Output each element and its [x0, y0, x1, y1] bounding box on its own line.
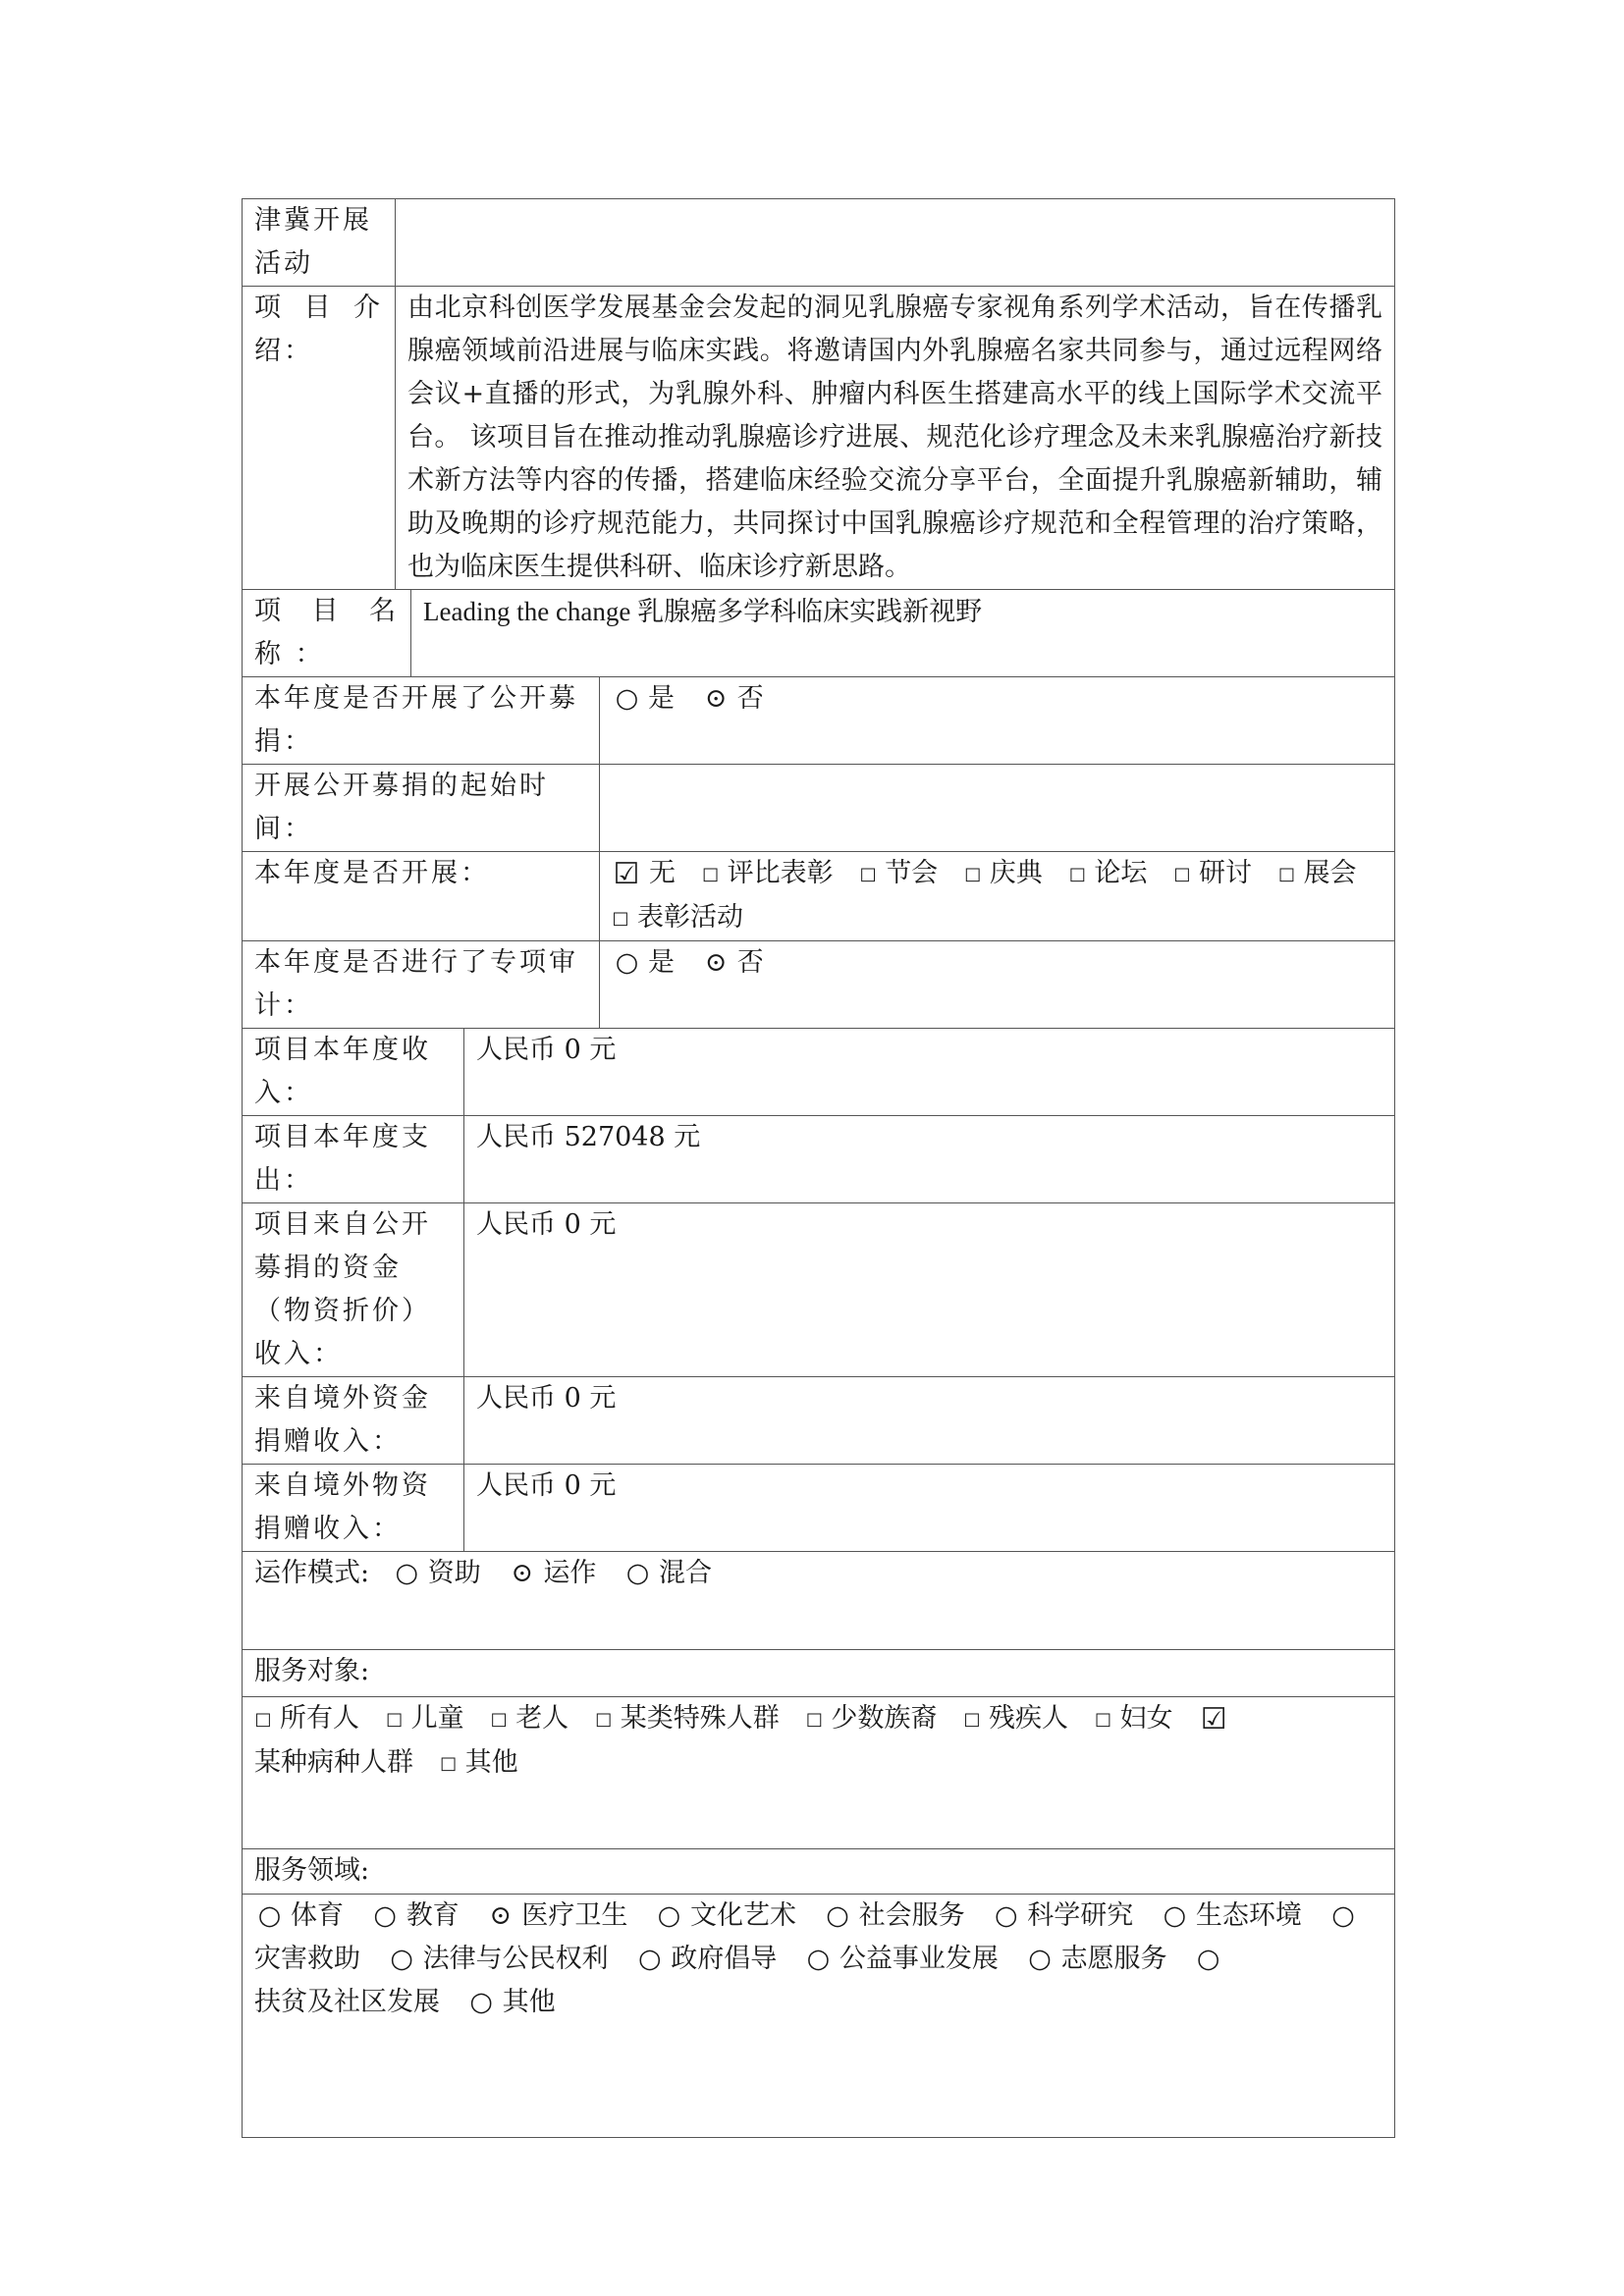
radio-icon[interactable]: ○: [806, 1944, 831, 1974]
checkbox-icon[interactable]: □: [1068, 864, 1086, 884]
row-service-targets: [243, 1697, 1395, 1849]
radio-icon[interactable]: ○: [469, 1987, 493, 2017]
option-label: 政府倡导: [671, 1944, 778, 1974]
option-label: 展会: [1303, 858, 1357, 888]
name-value: Leading the change 乳腺癌多学科临床实践新视野: [411, 590, 1395, 677]
option-label: 某类特殊人群: [620, 1703, 780, 1734]
name-label: 项 目 名 称 ：: [243, 590, 411, 677]
checkbox-icon[interactable]: □: [440, 1753, 458, 1774]
option-label: 社会服务: [858, 1900, 965, 1931]
checkbox-icon[interactable]: □: [964, 864, 982, 884]
row-audit: [243, 941, 1395, 1029]
option-label: 妇女: [1119, 1703, 1173, 1734]
row-name: [243, 590, 1395, 677]
audit-options: [600, 941, 1395, 1029]
option-label: 评比表彰: [727, 858, 834, 888]
activities-options: [600, 852, 1395, 941]
service-fields-options: [243, 1895, 1395, 2138]
radio-icon[interactable]: ○: [373, 1900, 397, 1931]
row-income: [243, 1029, 1395, 1116]
option-label: 灾害救助: [254, 1944, 360, 1974]
option-label: 所有人: [280, 1703, 359, 1734]
foreign-goods-label: 来自境外物资捐赠收入：: [243, 1465, 464, 1552]
radio-icon[interactable]: ○: [390, 1944, 413, 1974]
checkbox-icon[interactable]: □: [805, 1709, 823, 1730]
row-fundraising-start: [243, 765, 1395, 852]
radio-icon[interactable]: ○: [994, 1900, 1018, 1931]
fundraising-start-value: [600, 765, 1395, 852]
income-value: 人民币 0 元: [464, 1029, 1395, 1116]
audit-yes-radio-icon[interactable]: ○: [615, 947, 639, 978]
option-label: 志愿服务: [1060, 1944, 1167, 1974]
option-label: 其他: [464, 1747, 518, 1778]
option-label: 老人: [515, 1703, 569, 1734]
option-label: 庆典: [989, 858, 1043, 888]
option-label: 其他: [502, 1987, 556, 2017]
fundraising-label: 本年度是否开展了公开募捐：: [243, 677, 600, 765]
activity-value: [396, 199, 1395, 287]
fundraising-no-label: 否: [736, 683, 764, 714]
checkbox-icon[interactable]: □: [1278, 864, 1296, 884]
audit-label: 本年度是否进行了专项审计：: [243, 941, 600, 1029]
fundraising-no-radio-icon[interactable]: ⊙: [704, 683, 728, 714]
row-foreign-goods: [243, 1465, 1395, 1552]
project-info-table: [242, 198, 1395, 2138]
checkbox-icon[interactable]: □: [702, 864, 720, 884]
foreign-funds-value: 人民币 0 元: [464, 1377, 1395, 1465]
option-label: 研讨: [1198, 858, 1252, 888]
checkbox-icon[interactable]: □: [595, 1709, 613, 1730]
option-label: 儿童: [410, 1703, 464, 1734]
radio-icon[interactable]: ○: [657, 1900, 681, 1931]
radio-icon[interactable]: ○: [1163, 1900, 1187, 1931]
radio-icon[interactable]: ○: [1196, 1944, 1220, 1974]
public-funds-label: 项目来自公开募捐的资金（物资折价）收入：: [243, 1203, 464, 1377]
row-activity: [243, 199, 1395, 287]
row-service-fields: [243, 1895, 1395, 2138]
option-label: 医疗卫生: [521, 1900, 628, 1931]
checkbox-icon[interactable]: □: [859, 864, 877, 884]
radio-icon[interactable]: ○: [395, 1558, 418, 1588]
option-label: 文化艺术: [689, 1900, 796, 1931]
option-label: 表彰活动: [637, 902, 743, 933]
row-service-targets-header: [243, 1650, 1395, 1697]
checked-box-icon[interactable]: ☑: [613, 857, 640, 891]
radio-icon[interactable]: ○: [637, 1944, 662, 1974]
row-intro: [243, 287, 1395, 590]
intro-text: 由北京科创医学发展基金会发起的洞见乳腺癌专家视角系列学术活动，旨在传播乳腺癌领域前沿进展与临床实践。将邀请国内外乳腺癌名家共同参与，通过远程网络会议+直播的形式，为乳腺外科、肿瘤内科医生搭建高水平的线上国际学术交流平台。 该项目旨在推动推动乳腺癌诊疗进展、规范化诊疗理念及未来乳腺癌治疗新技术新方法等内容的传播，搭建临床经验交流分享平台，全面提升乳腺癌新辅助，辅助及晚期的诊疗规范能力，共同探讨中国乳腺癌诊疗规范和全程管理的治疗策略，也为临床医生提供科研、临床诊疗新思路。: [396, 287, 1395, 590]
option-label: 节会: [885, 858, 939, 888]
option-label: 资助: [427, 1558, 481, 1588]
service-targets-options: [243, 1697, 1395, 1849]
fundraising-start-label: 开展公开募捐的起始时间：: [243, 765, 600, 852]
checkbox-icon[interactable]: □: [254, 1709, 272, 1730]
option-label: 法律与公民权利: [422, 1944, 609, 1974]
row-fundraising: [243, 677, 1395, 765]
expense-value: 人民币 527048 元: [464, 1116, 1395, 1203]
service-targets-label: 服务对象:: [243, 1650, 1395, 1697]
row-service-fields-header: [243, 1849, 1395, 1895]
activity-label: 津冀开展活动: [243, 199, 396, 287]
option-label: 残疾人: [988, 1703, 1068, 1734]
checkbox-icon[interactable]: □: [1173, 864, 1191, 884]
checkbox-icon[interactable]: □: [490, 1709, 508, 1730]
option-label: 论坛: [1094, 858, 1148, 888]
option-label: 混合: [659, 1558, 713, 1588]
public-funds-value: 人民币 0 元: [464, 1203, 1395, 1377]
option-label: 运作: [543, 1558, 597, 1588]
option-label: 某种病种人群: [254, 1747, 413, 1778]
audit-no-label: 否: [736, 947, 764, 978]
option-label: 科学研究: [1027, 1900, 1134, 1931]
income-label: 项目本年度收入：: [243, 1029, 464, 1116]
option-label: 扶贫及社区发展: [254, 1987, 440, 2017]
audit-no-radio-icon[interactable]: ⊙: [704, 947, 728, 978]
checkbox-icon[interactable]: □: [386, 1709, 404, 1730]
radio-icon[interactable]: ○: [1028, 1944, 1052, 1974]
row-expense: [243, 1116, 1395, 1203]
audit-yes-label: 是: [648, 947, 676, 978]
foreign-goods-value: 人民币 0 元: [464, 1465, 1395, 1552]
checkbox-icon[interactable]: □: [1095, 1709, 1112, 1730]
row-foreign-funds: [243, 1377, 1395, 1465]
mode-label: 运作模式:: [254, 1558, 370, 1588]
radio-icon[interactable]: ○: [625, 1558, 650, 1588]
fundraising-options: [600, 677, 1395, 765]
radio-icon[interactable]: ○: [826, 1900, 849, 1931]
foreign-funds-label: 来自境外资金捐赠收入：: [243, 1377, 464, 1465]
radio-icon[interactable]: ○: [1331, 1900, 1355, 1931]
expense-label: 项目本年度支出：: [243, 1116, 464, 1203]
option-label: 体育: [291, 1900, 345, 1931]
row-activities: [243, 852, 1395, 941]
radio-icon[interactable]: ○: [257, 1900, 282, 1931]
checkbox-icon[interactable]: □: [612, 908, 629, 929]
checkbox-icon[interactable]: □: [963, 1709, 981, 1730]
mode-options: [243, 1552, 1395, 1650]
service-fields-label: 服务领域:: [243, 1849, 1395, 1895]
option-label: 少数族裔: [831, 1703, 938, 1734]
radio-selected-icon[interactable]: ⊙: [511, 1558, 534, 1588]
row-public-funds: [243, 1203, 1395, 1377]
option-label: 生态环境: [1195, 1900, 1302, 1931]
fundraising-yes-label: 是: [648, 683, 676, 714]
activities-label: 本年度是否开展：: [243, 852, 600, 941]
option-label: 无: [649, 858, 676, 888]
row-mode: [243, 1552, 1395, 1650]
option-label: 教育: [406, 1900, 460, 1931]
radio-selected-icon[interactable]: ⊙: [489, 1900, 513, 1931]
option-label: 公益事业发展: [839, 1944, 999, 1974]
checked-box-icon[interactable]: ☑: [1200, 1702, 1227, 1736]
intro-label: 项 目 介 绍：: [243, 287, 396, 590]
fundraising-yes-radio-icon[interactable]: ○: [615, 683, 639, 714]
